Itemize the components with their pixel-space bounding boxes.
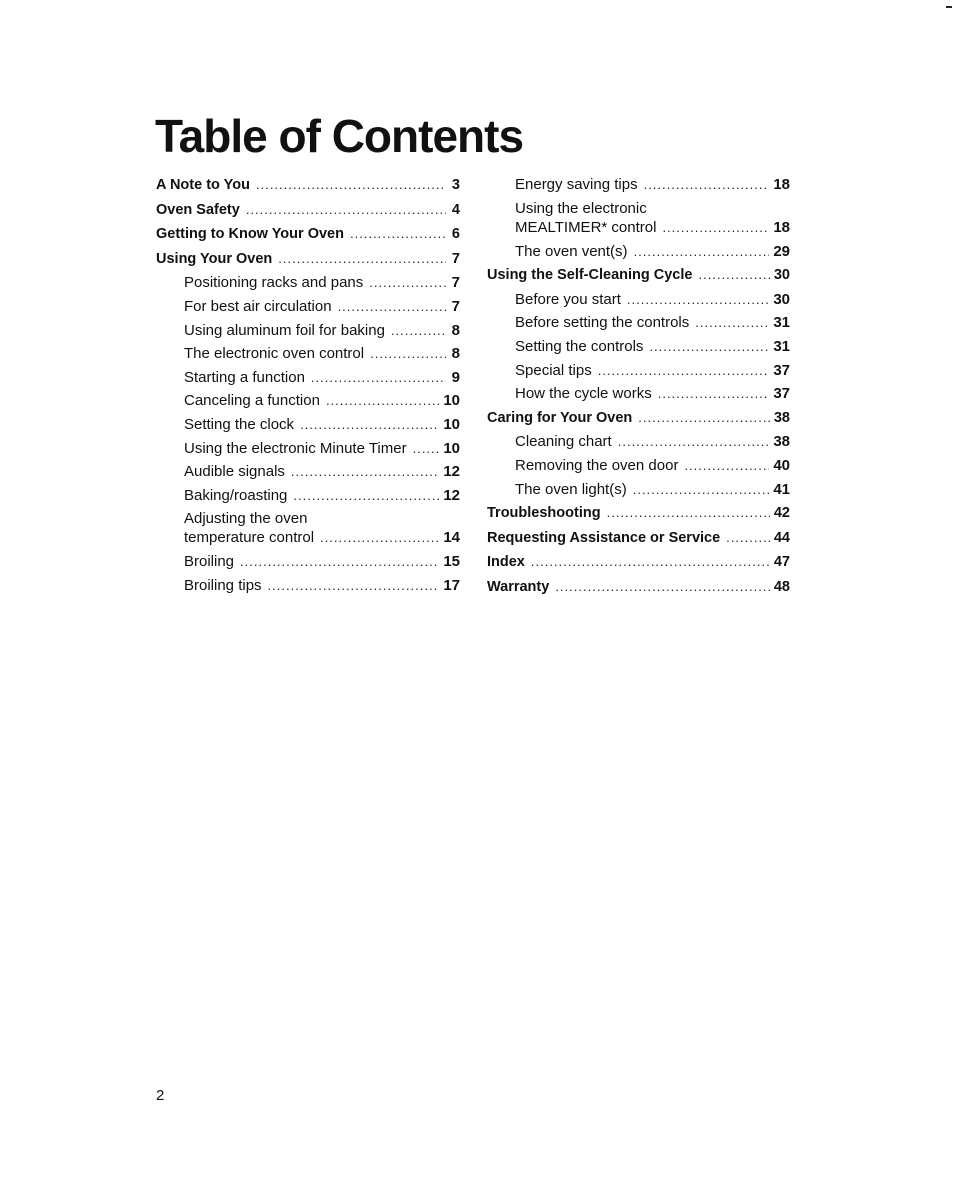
toc-entry-setting-the-clock[interactable] [156,413,460,437]
toc-entry-audible-signals[interactable] [156,460,460,484]
toc-entry-the-oven-light-s[interactable] [487,478,790,502]
toc-entry-label: Cleaning chart [515,433,612,451]
toc-entry-label: Setting the clock [184,415,295,433]
toc-entry-before-you-start[interactable] [487,288,790,312]
toc-entry-label: A Note to You [156,177,250,193]
toc-entry-adjusting-the-oven-temperature-control[interactable] [156,507,460,550]
toc-entry-broiling-tips[interactable] [156,574,460,598]
dot-leader [649,335,769,359]
dot-leader [598,359,770,383]
toc-entry-cleaning-chart[interactable] [487,430,790,454]
toc-entry-label: Oven Safety [156,201,240,218]
toc-entry-page-number: 44 [773,529,790,546]
toc-entry-page-number: 12 [443,486,460,504]
toc-entry-setting-the-controls[interactable] [487,335,790,359]
dot-leader [293,484,439,508]
dot-leader [413,437,440,461]
dot-leader [634,240,770,264]
toc-entry-getting-to-know-your-oven[interactable] [156,222,460,247]
dot-leader [531,550,770,574]
toc-entry-broiling[interactable] [156,550,460,574]
toc-entry-using-the-electronic-minute-timer[interactable] [156,437,460,461]
toc-entry-page-number: 12 [443,463,460,481]
toc-entry-label: Setting the controls [515,337,644,355]
dot-leader [644,173,770,197]
toc-entry-for-best-air-circulation[interactable] [156,295,460,319]
toc-entry-page-number: 4 [451,201,460,218]
page-number: 2 [156,1087,165,1104]
dot-leader [369,271,446,295]
toc-entry-label: MEALTIMER* control [515,218,657,236]
toc-entry-page-number: 37 [773,361,790,379]
toc-entry-label: Warranty [487,578,550,595]
dot-leader [268,574,440,598]
toc-entry-page-number: 7 [451,250,460,267]
toc-entry-special-tips[interactable] [487,359,790,383]
edge-mark [946,6,952,8]
dot-leader [618,430,770,454]
toc-entry-troubleshooting[interactable] [487,501,790,526]
dot-leader [627,288,769,312]
toc-entry-label: Special tips [515,361,592,379]
toc-entry-page-number: 40 [773,456,790,474]
dot-leader [246,198,446,222]
toc-entry-a-note-to-you[interactable] [156,173,460,198]
toc-entry-label: Audible signals [184,463,285,481]
toc-entry-page-number: 37 [773,385,790,403]
page-title: Table of Contents [155,110,524,162]
toc-entry-label-line1: Using the electronic [515,199,647,217]
dot-leader [555,575,770,599]
toc-entry-label: Broiling tips [184,576,262,594]
dot-leader [658,382,770,406]
toc-entry-warranty[interactable] [487,575,790,600]
dot-leader [726,526,770,550]
toc-entry-label: Using the electronic Minute Timer [184,439,407,457]
toc-entry-page-number: 38 [773,409,790,426]
toc-entry-page-number: 7 [451,297,460,315]
toc-entry-label: Starting a function [184,368,305,386]
toc-entry-page-number: 3 [451,177,460,193]
toc-entry-label: Removing the oven door [515,456,679,474]
toc-entry-page-number: 48 [773,578,790,595]
toc-entry-how-the-cycle-works[interactable] [487,382,790,406]
toc-entry-energy-saving-tips[interactable] [487,173,790,197]
toc-entry-label: temperature control [184,529,315,547]
toc-entry-label: How the cycle works [515,385,652,403]
dot-leader [698,263,769,287]
toc-entry-label: Caring for Your Oven [487,409,633,426]
dot-leader [684,454,769,478]
dot-leader [350,222,446,246]
toc-entry-label: The electronic oven control [184,345,365,363]
toc-entry-label: Broiling [184,553,235,571]
toc-entry-page-number: 7 [451,274,460,292]
toc-entry-page-number: 47 [773,554,790,571]
toc-entry-label: Getting to Know Your Oven [156,226,344,243]
dot-leader [326,389,439,413]
toc-entry-page-number: 41 [773,480,790,498]
dot-leader [607,501,770,525]
toc-entry-the-electronic-oven-control[interactable] [156,342,460,366]
toc-entry-page-number: 10 [443,415,460,433]
toc-entry-page-number: 42 [773,505,790,522]
toc-entry-label: Before you start [515,290,621,308]
toc-entry-using-aluminum-foil-for-baking[interactable] [156,319,460,343]
toc-entry-page-number: 18 [773,176,790,193]
dot-leader [256,173,446,197]
toc-entry-page-number: 30 [773,290,790,308]
dot-leader [662,218,769,238]
toc-entry-page-number: 6 [451,226,460,243]
toc-entry-label: Baking/roasting [184,486,288,504]
toc-entry-index[interactable] [487,550,790,575]
toc-entry-canceling-a-function[interactable] [156,389,460,413]
toc-entry-the-oven-vent-s[interactable] [487,240,790,264]
toc-entry-label: Canceling a function [184,392,320,410]
toc-entry-label: Using the Self-Cleaning Cycle [487,267,693,284]
toc-entry-page-number: 31 [773,337,790,355]
dot-leader [695,311,769,335]
toc-entry-caring-for-your-oven[interactable] [487,406,790,431]
dot-leader [300,413,439,437]
toc-entry-label: For best air circulation [184,297,332,315]
dot-leader [338,295,446,319]
toc-entry-label: The oven light(s) [515,480,627,498]
dot-leader [278,247,446,271]
toc-entry-page-number: 38 [773,433,790,451]
toc-entry-label: Before setting the controls [515,314,690,332]
toc-entry-page-number: 18 [773,218,790,236]
toc-entry-label-line1: Adjusting the oven [184,510,308,528]
toc-entry-page-number: 31 [773,314,790,332]
toc-entry-label: The oven vent(s) [515,242,628,260]
toc-entry-label: Positioning racks and pans [184,274,364,292]
dot-leader [311,366,446,390]
toc-entry-label: Index [487,554,525,571]
toc-entry-before-setting-the-controls[interactable] [487,311,790,335]
toc-entry-label: Using aluminum foil for baking [184,321,385,339]
toc-right-column [487,173,790,600]
toc-entry-removing-the-oven-door[interactable] [487,454,790,478]
dot-leader [291,460,439,484]
toc-entry-page-number: 8 [451,321,460,339]
toc-entry-page-number: 10 [443,439,460,457]
toc-entry-positioning-racks-and-pans[interactable] [156,271,460,295]
toc-entry-page-number: 14 [443,529,460,547]
toc-entry-starting-a-function[interactable] [156,366,460,390]
toc-entry-page-number: 15 [443,553,460,571]
toc-entry-page-number: 17 [443,576,460,594]
toc-entry-page-number: 30 [773,267,790,284]
toc-entry-requesting-assistance-or-service[interactable] [487,526,790,551]
dot-leader [633,478,770,502]
toc-entry-oven-safety[interactable] [156,198,460,223]
toc-entry-using-your-oven[interactable] [156,247,460,272]
toc-entry-page-number: 8 [451,345,460,363]
toc-entry-page-number: 9 [451,368,460,386]
toc-entry-label: Troubleshooting [487,505,601,522]
toc-entry-page-number: 29 [773,242,790,260]
dot-leader [320,528,439,548]
dot-leader [638,406,770,430]
dot-leader [391,319,446,343]
toc-entry-using-the-electronic-mealtimer-control[interactable] [487,197,790,240]
dot-leader [240,550,439,574]
toc-entry-label: Using Your Oven [156,250,273,267]
toc-entry-page-number: 10 [443,392,460,410]
dot-leader [370,342,446,366]
toc-entry-label: Requesting Assistance or Service [487,529,721,546]
toc-entry-label: Energy saving tips [515,176,638,193]
toc-left-column [156,173,460,598]
toc-entry-baking-roasting[interactable] [156,484,460,508]
toc-entry-using-the-self-cleaning-cycle[interactable] [487,263,790,288]
